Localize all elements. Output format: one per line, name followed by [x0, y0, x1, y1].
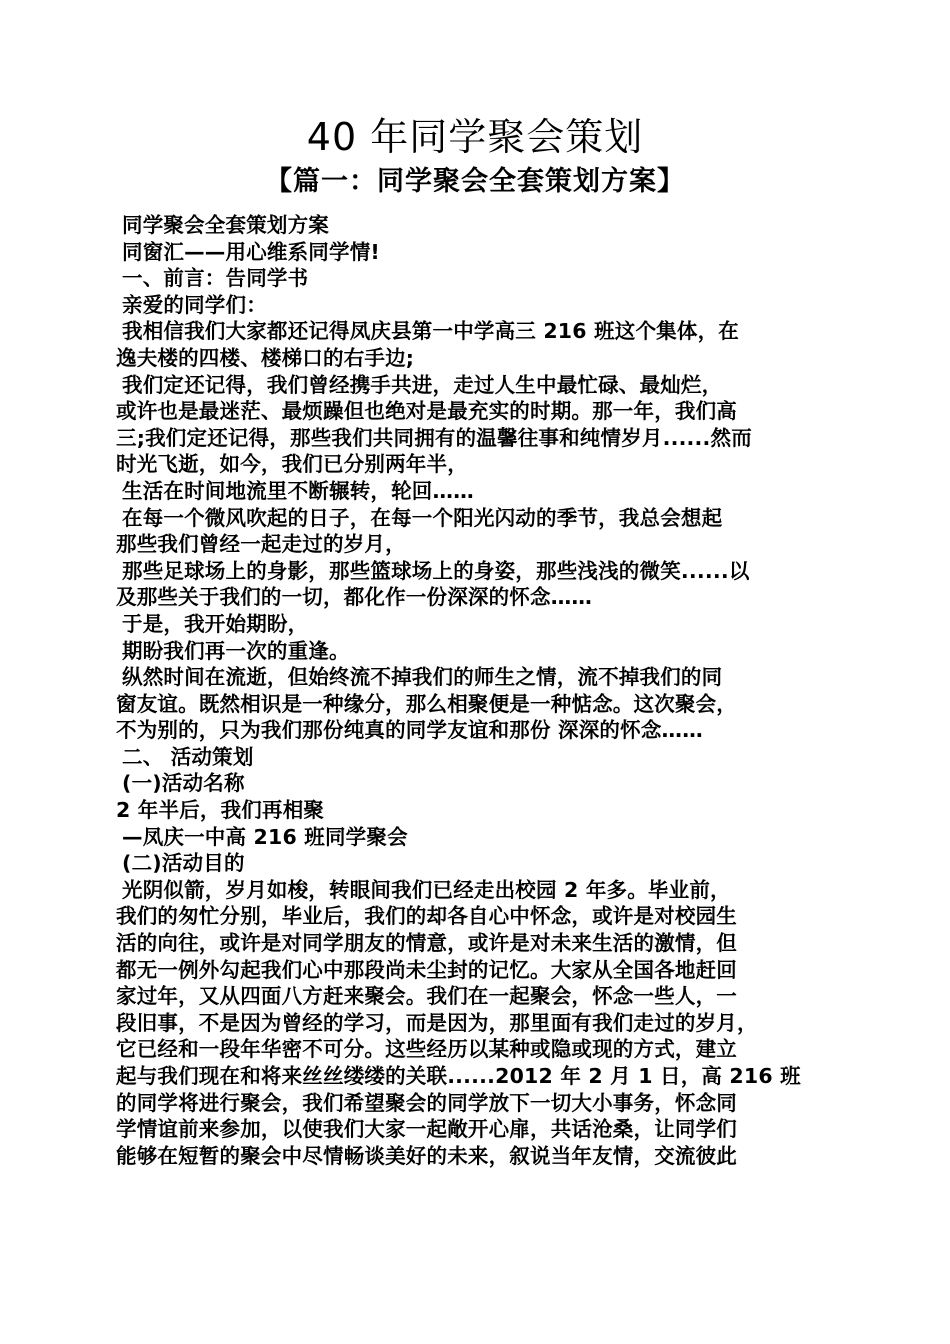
paragraph-line: 活的向往，或许是对同学朋友的情意，或许是对未来生活的激情，但 — [116, 931, 737, 956]
paragraph-line: 同窗汇——用心维系同学情! — [122, 239, 380, 264]
paragraph-line: 期盼我们再一次的重逢。 — [122, 638, 350, 663]
paragraph-line: 它已经和一段年华密不可分。这些经历以某种或隐或现的方式，建立 — [116, 1037, 737, 1062]
section-heading: 二、 活动策划 — [122, 744, 254, 769]
paragraph-line: 及那些关于我们的一切，都化作一份深深的怀念…… — [116, 585, 593, 610]
subsection-heading: (一)活动名称 — [122, 771, 245, 796]
paragraph-line: 我相信我们大家都还记得凤庆县第一中学高三 216 班这个集体，在 — [122, 319, 739, 344]
paragraph-line: 纵然时间在流逝，但始终流不掉我们的师生之情，流不掉我们的同 — [122, 665, 723, 690]
paragraph-line: 逸夫楼的四楼、楼梯口的右手边; — [116, 345, 415, 370]
paragraph-line: 那些足球场上的身影，那些篮球场上的身姿，那些浅浅的微笑......以 — [122, 558, 750, 583]
paragraph-line: 光阴似箭，岁月如梭，转眼间我们已经走出校园 2 年多。毕业前， — [122, 877, 731, 902]
paragraph-line: 生活在时间地流里不断辗转，轮回…… — [122, 478, 474, 503]
paragraph-line: —凤庆一中高 216 班同学聚会 — [122, 824, 408, 849]
paragraph-line: 亲爱的同学们： — [122, 292, 267, 317]
section-heading: 一、前言：告同学书 — [122, 266, 309, 291]
paragraph-line: 在每一个微风吹起的日子，在每一个阳光闪动的季节，我总会想起 — [122, 505, 723, 530]
paragraph-line: 于是，我开始期盼， — [122, 611, 309, 636]
paragraph-line: 能够在短暂的聚会中尽情畅谈美好的未来，叙说当年友情，交流彼此 — [116, 1143, 737, 1168]
subsection-heading: (二)活动目的 — [122, 851, 245, 876]
paragraph-line: 不为别的，只为我们那份纯真的同学友谊和那份 深深的怀念…… — [116, 718, 703, 743]
paragraph-line: 窗友谊。既然相识是一种缘分，那么相聚便是一种惦念。这次聚会， — [116, 691, 737, 716]
paragraph-line: 家过年，又从四面八方赶来聚会。我们在一起聚会，怀念一些人，一 — [116, 984, 737, 1009]
paragraph-line: 时光飞逝，如今，我们已分别两年半， — [116, 452, 468, 477]
paragraph-line: 我们定还记得，我们曾经携手共进，走过人生中最忙碌、最灿烂， — [122, 372, 723, 397]
paragraph-line: 学情谊前来参加，以使我们大家一起敞开心扉，共话沧桑，让同学们 — [116, 1117, 737, 1142]
paragraph-line: 那些我们曾经一起走过的岁月， — [116, 532, 406, 557]
paragraph-line: 都无一例外勾起我们心中那段尚未尘封的记忆。大家从全国各地赶回 — [116, 957, 737, 982]
document-title: 40 年同学聚会策划 — [306, 115, 644, 159]
paragraph-line: 三;我们定还记得，那些我们共同拥有的温馨往事和纯情岁月......然而 — [116, 425, 752, 450]
paragraph-line: 段旧事，不是因为曾经的学习，而是因为，那里面有我们走过的岁月， — [116, 1010, 758, 1035]
paragraph-line: 我们的匆忙分别，毕业后，我们的却各自心中怀念，或许是对校园生 — [116, 904, 737, 929]
paragraph-line: 的同学将进行聚会，我们希望聚会的同学放下一切大小事务，怀念同 — [116, 1090, 737, 1115]
paragraph-line: 起与我们现在和将来丝丝缕缕的关联......2012 年 2 月 1 日，高 216 班 — [116, 1064, 801, 1088]
paragraph-line: 2 年半后，我们再相聚 — [116, 798, 325, 823]
document-body — [116, 212, 836, 1169]
paragraph-line: 或许也是最迷茫、最烦躁但也绝对是最充实的时期。那一年，我们高 — [116, 399, 737, 424]
document-subtitle: 【篇一：同学聚会全套策划方案】 — [265, 166, 685, 197]
paragraph-line: 同学聚会全套策划方案 — [122, 213, 329, 237]
